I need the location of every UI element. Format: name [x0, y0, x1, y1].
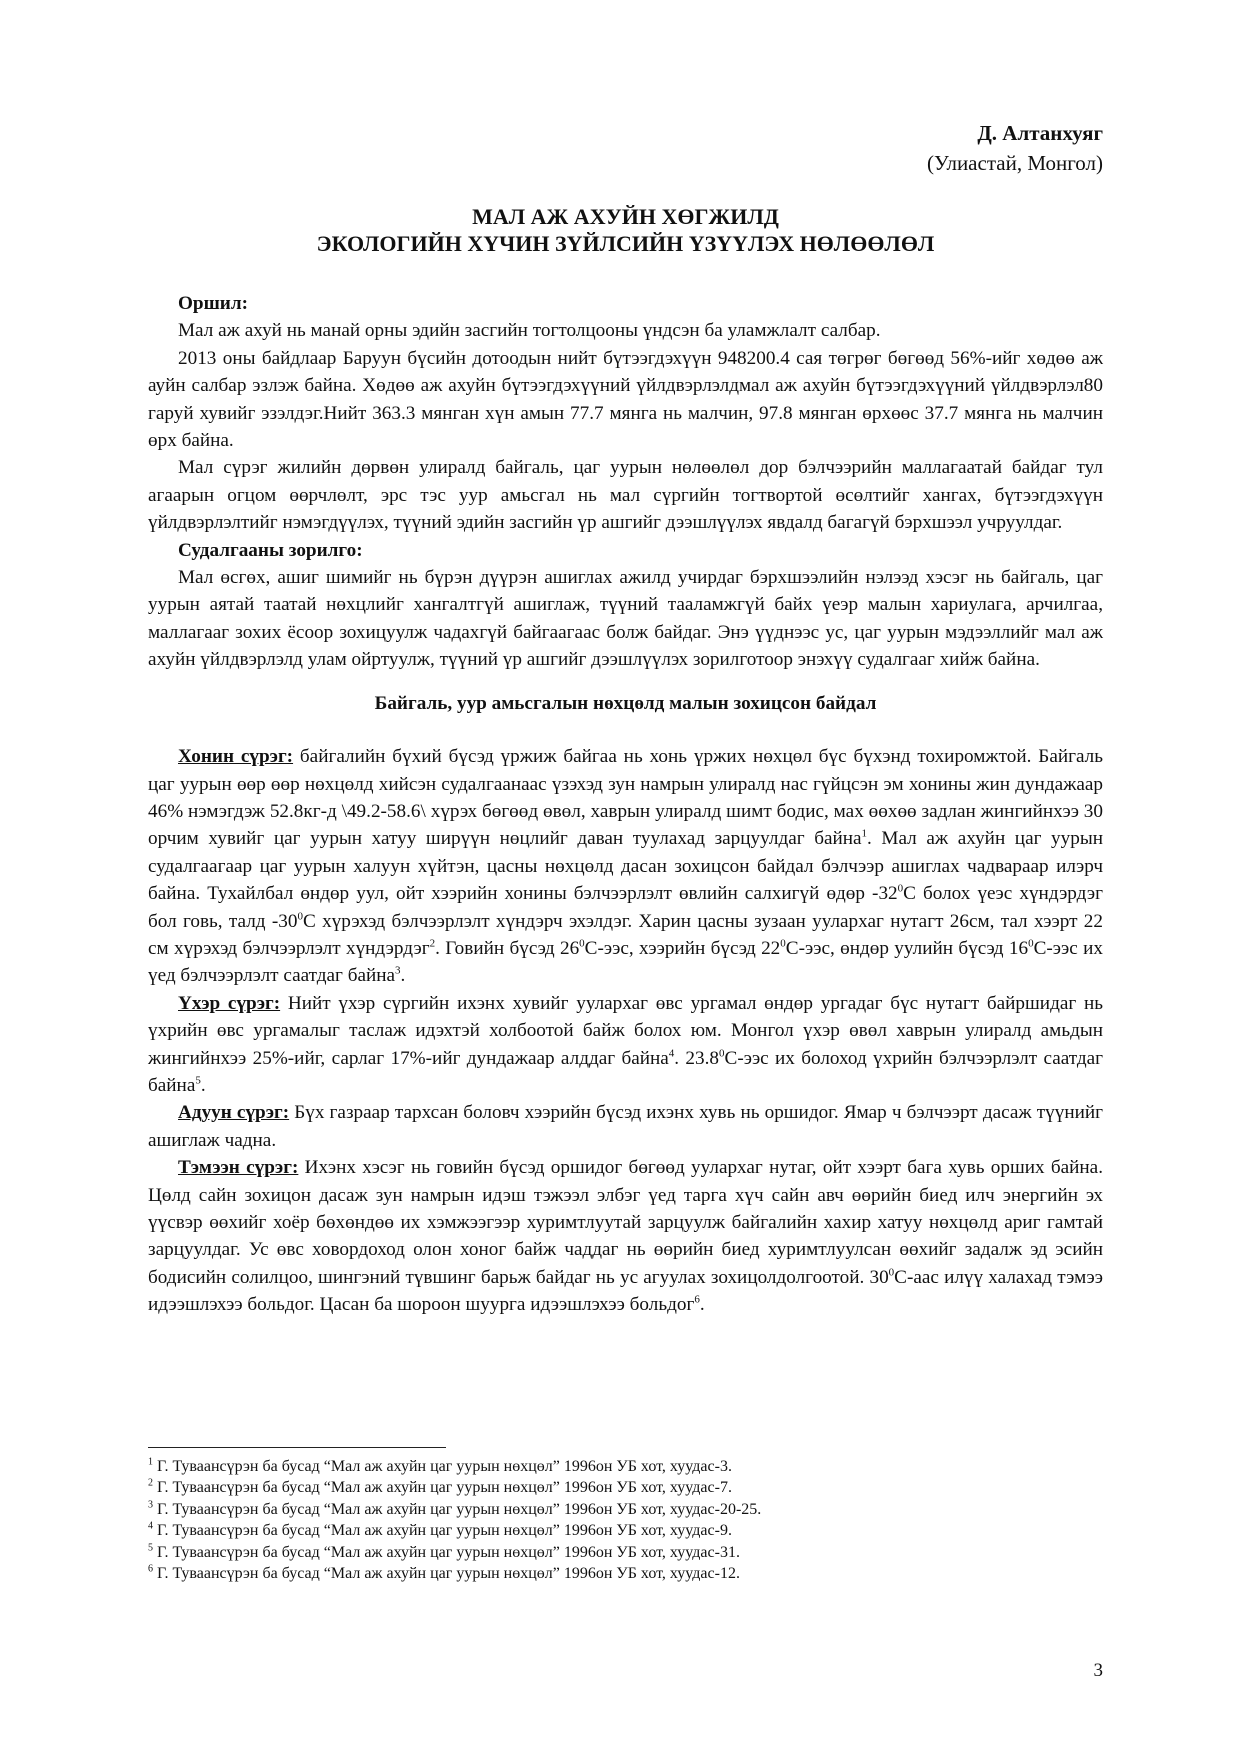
footnote-ref: 6: [694, 1293, 700, 1306]
degree-mark: 0: [897, 882, 904, 895]
horse-label: Адуун сүрэг:: [178, 1102, 290, 1124]
footnote-ref: 1: [861, 827, 868, 840]
degree-mark: 0: [297, 910, 303, 923]
cattle-paragraph: Үхэр сүрэг: Нийт үхэр сүргийн ихэнх хувийг уулархаг өвс ургамал өндөр ургадаг бүс нутагт байршидаг нь үхрийн өвс ургамалыг таслаж идэхтэй холбоотой байж болох юм. Монгол үхэр өвөл хаврын улиралд амьдын жингийнхээ 25%-ийг, сарлаг 17%-ийг дундажаар алддаг байна$^4$. 23.8$^0$С-ээс их болоход үхрийн бэлчээрлэлт саатдаг байна$^5$.: [148, 992, 1104, 1096]
intro-heading: Оршил:: [178, 293, 249, 314]
footnote-ref: 3: [395, 964, 401, 977]
sheep-paragraph: Хонин сүрэг: байгалийн бүхий бүсэд үржиж байгаа нь хонь үржих нөхцөл бүс бүхэнд тохиромжтой. Байгаль цаг уурын өөр өөр нөхцөлд хийсэн судалгаанаас үзэхэд зун намрын улиралд нас гүйцсэн эм хонины жин дундажаар 46% нэмэгдэж 52.8кг-д \49.2-58.6\ хүрэх бөгөөд өвөл, хаврын улиралд шимт бодис, мах өөхөө задлан жингийнхээ 30 орчим хувийг цаг уурын хатуу ширүүн нөцлийг даван туулахад зарцуулдаг байна$^1$. Мал аж ахуйн цаг уурын судалгаагаар цаг уурын халуун хүйтэн, цасны нөхцөлд дасан зохицсон байдал бэлчээр ашиглах чадвараар илэрч байна. Тухайлбал өндөр уул, ойт хээрийн хонины бэлчээрлэлт өвлийн салхигүй өдөр $-32^0С$ болох үеэс хүндэрдэг бол говь, талд $-30^0С$ хүрэхэд бэлчээрлэлт хүндэрч эхэлдэг. Харин цасны зузаан уулархаг нутагт 26см, тал хээрт 22 см хүрэхэд бэлчээрлэлт хүндэрдэг$^2$. Говийн бүсэд $26^0С$-ээс, хээрийн бүсэд $22^0С$-ээс, өндөр уулийн бүсэд $16^0С$-ээс их үед бэлчээрлэлт саатдаг байна$^3$.: [148, 746, 1103, 987]
author-block: [927, 118, 1103, 178]
sheep-label: Хонин сүрэг:: [178, 746, 294, 768]
footnote-divider: [148, 1447, 446, 1448]
intro-paragraph-2: 2013 оны байдлаар Баруун бүсийн дотоодын нийт бүтээгдэхүүн 948200.4 сая төгрөг бөгөөд 56%-ийг хөдөө аж ауйн салбар эзлэж байна. Хөдөө аж ахуйн бүтээгдэхүүний үйлдвэрлэлдмал аж ахуйн бүтээгдэхүүний үйлдвэрлэл80 гаруй хувийг эзэлдэг.Нийт 363.3 мянган хүн амын 77.7 мянга нь малчин, 97.8 мянган өрхөөс 37.7 мянга нь малчин өрх байна.: [148, 347, 1103, 452]
footnote-1: $^1$ Г. Туваансүрэн ба бусад “Мал аж ахуйн цаг уурын нөхцөл” 1996он УБ хот, хуудас-3.: [148, 1456, 732, 1475]
degree-mark: 0: [888, 1266, 895, 1279]
intro-paragraph-1: Мал аж ахуй нь манай орны эдийн засгийн тогтолцооны үндсэн ба уламжлалт салбар.: [178, 320, 881, 342]
author-place: (Улиастай, Монгол): [926, 151, 1103, 175]
body-text: [148, 290, 1103, 1319]
degree-mark: 0: [579, 937, 585, 950]
footnote-ref: 5: [195, 1074, 201, 1087]
camel-label: Тэмээн сүрэг:: [178, 1157, 299, 1179]
goal-heading: Судалгааны зорилго:: [178, 539, 363, 561]
degree-mark: 0: [780, 937, 786, 950]
footnote-3: $^3$ Г. Туваансүрэн ба бусад “Мал аж ахуйн цаг уурын нөхцөл” 1996он УБ хот, хуудас-20-25.: [148, 1499, 762, 1518]
section-heading: Байгаль, уур амьсгалын нөхцөлд малын зохицсон байдал: [374, 692, 877, 714]
degree-mark: 0: [1028, 937, 1034, 950]
author-name: Д. Алтанхуяг: [977, 121, 1103, 145]
footnote-5: $^5$ Г. Туваансүрэн ба бусад “Мал аж ахуйн цаг уурын нөхцөл” 1996он УБ хот, хуудас-31.: [148, 1542, 740, 1561]
camel-paragraph: Тэмээн сүрэг: Ихэнх хэсэг нь говийн бүсэд оршидог бөгөөд уулархаг нутаг, ойт хээрт бага хувь орших байна. Цөлд сайн зохицон дасаж зун намрын идэш тэжээл элбэг үед тарга хүч сайн авч өөрийн биед илч энергийн эх үүсвэр өөхийг хоёр бөхөндөө их хэмжээгээр хуримтлуутай зарцуулж байгалийн хахир хатуу нөхцөлд ариг гамтай зарцуулдаг. Ус өвс ховордоход олон хоног байж чаддаг нь өөрийн биед хуримтлуулсан өөхийг задалж эд эсийн бодисийн солилцоо, шингэний түвшинг барьж байдаг нь ус агуулах зохицолдолгоотой. $30^0С$-аас илүү халахад тэмээ идээшлэхээ больдог. Цасан ба шороон шуурга идээшлэхээ больдог$^6$.: [148, 1157, 1103, 1316]
page-number: 3: [1093, 1660, 1103, 1681]
horse-paragraph: Адуун сүрэг: Бүх газраар тархсан боловч хээрийн бүсэд ихэнх хувь нь оршидог. Ямар ч бэлчээрт дасаж түүнийг ашиглаж чадна.: [148, 1102, 1103, 1151]
title-line-2: ЭКОЛОГИЙН ХҮЧИН ЗҮЙЛСИЙН ҮЗҮҮЛЭХ НӨЛӨӨЛӨЛ: [316, 231, 935, 256]
footnote-4: $^4$ Г. Туваансүрэн ба бусад “Мал аж ахуйн цаг уурын нөхцөл” 1996он УБ хот, хуудас-9.: [148, 1520, 732, 1540]
footnotes: [148, 1456, 1103, 1584]
intro-paragraph-3: Мал сүрэг жилийн дөрвөн улиралд байгаль, цаг уурын нөлөөлөл дор бэлчээрийн маллагаатай байдаг тул агаарын огцом өөрчлөлт, эрс тэс уур амьсгал нь мал сүргийн тогтвортой өсөлтийг хангах, бүтээгдэхүүн үйлдвэрлэлтийг нэмэгдүүлэх, түүний эдийн засгийн үр ашгийг дээшлүүлэх явдалд багагүй бэрхшээл учруулдаг.: [148, 457, 1103, 534]
footnote-ref: 4: [668, 1047, 675, 1060]
footnote-2: $^2$ Г. Туваансүрэн ба бусад “Мал аж ахуйн цаг уурын нөхцөл” 1996он УБ хот, хуудас-7.: [148, 1478, 732, 1497]
page-title: [148, 203, 1103, 257]
footnote-ref: 2: [429, 937, 436, 950]
cattle-label: Үхэр сүрэг:: [178, 992, 281, 1014]
title-line-1: МАЛ АЖ АХУЙН ХӨГЖИЛД: [472, 204, 779, 229]
degree-mark: 0: [719, 1047, 725, 1060]
footnote-6: $^6$ Г. Туваансүрэн ба бусад “Мал аж ахуйн цаг уурын нөхцөл” 1996он УБ хот, хуудас-12.: [148, 1563, 740, 1583]
goal-paragraph: Мал өсгөх, ашиг шимийг нь бүрэн дүүрэн ашиглах ажилд учирдаг бэрхшээлийн нэлээд хэсэг нь байгаль, цаг уурын аятай таатай нөхцлийг хангалтгүй ашиглаж, түүний тааламжгүй байх үеэр малын хариулага, арчилгаа, маллагааг зохих ёсоор зохицуулж чадахгүй байгаагаас болж байдаг. Энэ үүднээс ус, цаг уурын мэдээллийг мал аж ахуйн үйлдвэрлэлд улам ойртуулж, түүний үр ашгийг дээшлүүлэх зорилготоор энэхүү судалгааг хийж байна.: [148, 567, 1103, 671]
